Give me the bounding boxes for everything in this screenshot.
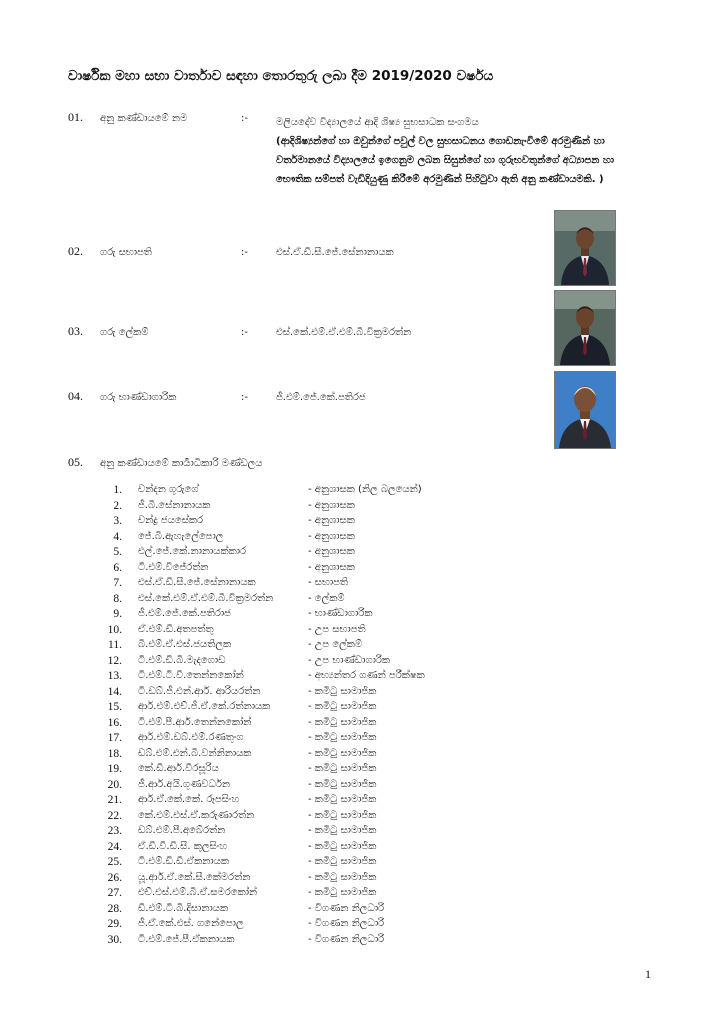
item-number: 10. [107, 623, 122, 636]
item-number: 4. [113, 530, 122, 543]
member-role: - කමිටු සාමාජික [308, 840, 377, 852]
item-number: 25. [107, 856, 122, 868]
member-name: ටී.එම්.ටී.වී.තෙන්නකෝන් [138, 670, 244, 681]
member-name: එල්.ජේ.කේ.නානායක්කාර [138, 546, 247, 557]
item-number: 12. [107, 654, 122, 667]
member-role: - විගණන නිලධාරි [308, 933, 385, 945]
treasurer-name: ජී.එම්.ජේ.කේ.පතිරජ [276, 392, 366, 403]
member-name: ටී.එම්.විජේරත්න [138, 561, 209, 573]
member-name: කේ.ඩී.ආර්.වීරසූරිය [138, 763, 219, 774]
member-role: - විගණන නිලධාරි [308, 902, 385, 914]
member-role: - අනුශාසක [308, 561, 355, 573]
group-description [276, 113, 636, 189]
member-role: - කමිටු සාමාජික [308, 747, 377, 759]
member-name: යූ.ආර්.ඒ.කේ.සී.කේමරත්න [138, 871, 251, 883]
item-number: 26. [107, 871, 122, 884]
page-number: 1 [645, 967, 651, 981]
member-name: ඩබ්.එම්.පී.අබේරත්න [138, 825, 226, 836]
item-number: 5. [113, 546, 122, 558]
member-name: ආර්.එම්.ඩබ්.එම්.රණතුංග [138, 732, 244, 743]
item-number: 23. [107, 825, 122, 837]
member-role: - අනුශාසක [308, 515, 355, 526]
separator: :- [241, 392, 248, 403]
section-label: ගරු ලේකම් [100, 327, 149, 338]
group-name: මලියදේව විද්‍යාලයේ ආදි ශිෂ්‍ය සුභසාධක සංගමය [276, 117, 479, 128]
member-name: චන්දන ගුරුගේ [138, 484, 199, 495]
member-role: - කමිටු සාමාජික [308, 809, 377, 821]
member-role: - කමිටු සාමාජික [308, 794, 377, 805]
separator: :- [241, 113, 248, 124]
member-name: බී.එම්.ඒ.එස්.ජයතිලක [138, 639, 232, 650]
member-name: එස්.ඒ.ඩී.සී.ජේ.සේනානායක [138, 577, 256, 588]
item-number: 30. [107, 933, 122, 946]
item-number: 16. [107, 716, 122, 729]
member-name: ජී.බී.සේනානායක [138, 499, 211, 511]
item-number: 1. [113, 484, 122, 496]
section-number: 01. [68, 110, 83, 124]
member-role: - කමිටු සාමාජික [308, 778, 377, 790]
member-name: ඒ.එම්.ඩී.අතපත්තු [138, 623, 214, 635]
member-name: ආර්.ඒ.කේ.කේ. රූපසිංහ [138, 794, 240, 805]
member-name: කේ.එම්.එස්.ඒ.කරුණාරත්න [138, 809, 255, 821]
item-number: 28. [107, 902, 122, 915]
item-number: 2. [113, 499, 122, 512]
member-role: - කමිටු සාමාජික [308, 763, 377, 774]
member-role: - කමිටු සාමාජික [308, 732, 377, 743]
member-name: චන්ද්‍ර ජයසේකර [138, 515, 204, 526]
member-role: - කමිටු සාමාජික [308, 716, 377, 728]
member-role: - අනුශාසක [308, 499, 355, 511]
item-number: 18. [107, 747, 122, 760]
member-name: ජේ.බී.ඇහැලේපොල [138, 530, 224, 542]
item-number: 7. [113, 577, 122, 589]
item-number: 6. [113, 561, 122, 574]
member-name: ටී.එම්.ජේ.පී.ඒකනායක [138, 933, 235, 945]
member-role: - අනුශාසක [308, 530, 355, 542]
member-role: - ලේකම් [308, 592, 345, 604]
president-name: එස්.ඒ.ඩී.සී.ජේ.සේනානායක [276, 247, 394, 258]
separator: :- [241, 247, 248, 258]
item-number: 21. [107, 794, 122, 806]
section-number: 05. [68, 455, 83, 469]
item-number: 22. [107, 809, 122, 822]
member-name: ජී.ඒ.කේ.එස්. ගනේපොල [138, 918, 244, 929]
section-label: ගරු භාණ්ඩාගාරික [100, 392, 177, 403]
section-number: 03. [68, 324, 83, 338]
item-number: 11. [108, 639, 122, 651]
secretary-name: එස්.කේ.එම්.ඒ.එම්.බී.වික්‍රමරත්න [276, 327, 412, 338]
secretary-photo [554, 290, 616, 366]
item-number: 29. [107, 918, 122, 930]
item-number: 14. [107, 685, 122, 698]
member-role: - උප ලේකම් [308, 639, 363, 650]
member-name: ටී.ඩබ්.ජී.එන්.ආර්. ආරියරත්න [138, 685, 261, 697]
member-name: ඩී.එම්.ටී.බී.දිසානායක [138, 902, 229, 914]
document-title: වාර්ෂික මහා සභා වාර්තාව සඳහා තොරතුරු ලබා දීම 2019/2020 වර්ෂය [68, 68, 494, 84]
member-role: - උප භාණ්ඩාගාරික [308, 654, 391, 666]
member-role: - කමිටු සාමාජික [308, 856, 377, 867]
member-name: එස්.කේ.එම්.ඒ.එම්.බී.වික්‍රමරත්න [138, 592, 274, 604]
separator: :- [241, 327, 248, 338]
member-role: - උප සභාපති [308, 623, 366, 635]
member-role: - අනුශාසක (නිල බලයෙන්) [308, 484, 422, 495]
member-role: - කමිටු සාමාජික [308, 887, 377, 898]
item-number: 19. [107, 763, 122, 775]
member-role: - කමිටු සාමාජික [308, 825, 377, 836]
section-number: 02. [68, 244, 83, 258]
section-number: 04. [68, 389, 83, 403]
item-number: 9. [113, 608, 122, 620]
member-name: ජී.එම්.ජේ.කේ.පතිරාජ [138, 608, 231, 619]
member-name: ජී.ආර්.අයි.ගුණවර්ධන [138, 778, 231, 790]
member-role: - අභ්‍යන්තර ගණන් පරීක්ෂක [308, 670, 425, 681]
member-name: එච්.එස්.එම්.බී.ඒ.සමරකෝන් [138, 887, 258, 898]
member-role: - අනුශාසක [308, 546, 355, 557]
item-number: 20. [107, 778, 122, 791]
member-role: - කමිටු සාමාජික [308, 871, 377, 883]
item-number: 15. [107, 701, 122, 713]
member-name: ටී.එම්.ඩී.ඩී.ඒකනායක [138, 856, 229, 867]
item-number: 8. [113, 592, 122, 605]
group-purpose: (ආදිශිෂ්‍යන්ගේ හා ඔවුන්ගේ පවුල් වල සුභසාධනය ගොඩනැංවීමේ අරමුණින් හා වර්තමානයේ විද්‍යාලයේ ඉගෙනුම ලබන සිසුන්ගේ හා ගුරුභවතුන්ගේ අධ්‍යාපන හා භෞතික සම්පත් වැඩිදියුණු කිරීමේ අරමුණින් පිහිටුවා ඇති අනු කණ්ඩායමකි. ) [276, 136, 615, 185]
member-name: ඒ.ඩී.වී.ඩී.සී. කුලසිංහ [138, 840, 228, 852]
committee-heading: අනු කණ්ඩායමේ කාර්‍යාධිකාරි මණ්ඩලය [100, 458, 263, 469]
item-number: 13. [107, 670, 122, 682]
member-name: ඩබ්.එම්.එන්.බී.වන්නිනායක [138, 747, 252, 759]
member-name: ආර්.එම්.එච්.ජී.ඒ.කේ.රත්නායක [138, 701, 271, 712]
member-role: - කමිටු සාමාජික [308, 701, 377, 712]
section-label: ගරු සභාපති [100, 247, 152, 258]
member-role: - භාණ්ඩාගාරික [308, 608, 373, 619]
member-name: ටී.එම්.පී.ආර්.තෙන්නකෝන් [138, 716, 252, 728]
item-number: 27. [107, 887, 122, 899]
item-number: 3. [113, 515, 122, 527]
member-role: - කමිටු සාමාජික [308, 685, 377, 697]
item-number: 24. [107, 840, 122, 853]
member-role: - සභාපති [308, 577, 349, 588]
member-role: - විගණන නිලධාරි [308, 918, 385, 929]
president-photo [554, 210, 616, 286]
member-name: ටී.එම්.ඩී.බී.මැදගොඩ [138, 654, 226, 666]
section-label: අනු කණ්ඩායමේ නම [100, 113, 188, 124]
treasurer-photo [554, 371, 616, 449]
item-number: 17. [107, 732, 122, 744]
